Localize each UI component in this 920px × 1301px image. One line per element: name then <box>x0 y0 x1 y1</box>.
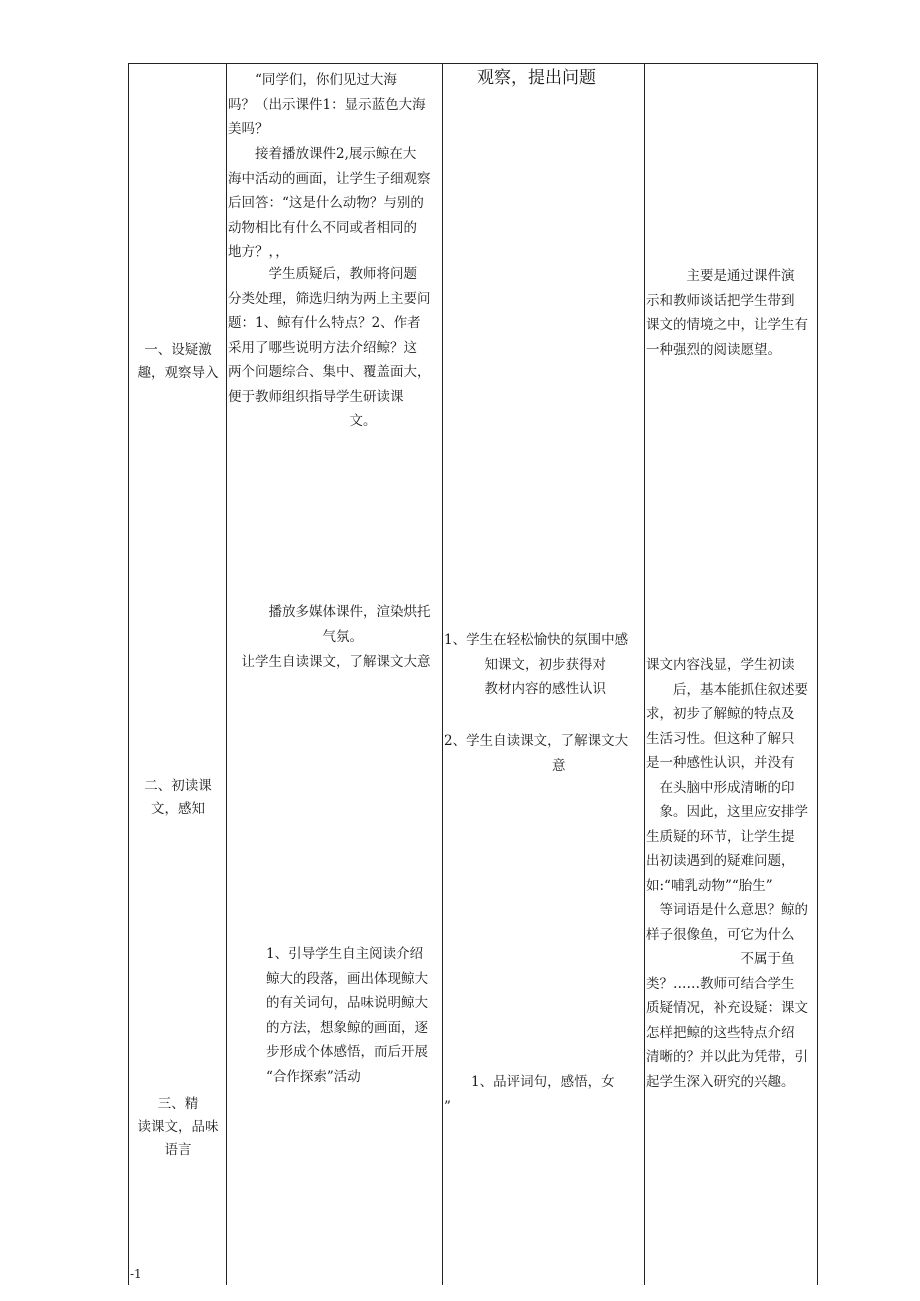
teacher-courseware-text: 接着播放课件2,展示鲸在大 海中活动的画面，让学生子细观察 后回答：“这是什么动物？与别的 动物相比有什么不同或者相同的 地方？，， <box>228 146 431 260</box>
teacher-guided-reading-text: 1、引导学生自主阅读介绍 鲸大的段落，画出体现鲸大 的有关词句，品味说明鲸大 的方法，想象鲸的画面，逐 步形成个体感悟，而后开展 “合作探索”活动 <box>266 946 428 1085</box>
intent-stage-2-text: 课文内容浅显，学生初读 后，基本能抓住叙述要 求，初步了解鲸的特点及 生活习性。但这种了解只 是一种感性认识，并没有 在头脑中形成清晰的印 象。因此，这里应安排学 生质疑的环节，让学生提 出初读遇到的疑难问题， 如:“哺乳动物”“胎生” 等词语是什么意思？鲸的 样子很像鱼，可它为什么 不属于鱼 类？……教师可结合学生 质疑情况，补充设疑：课文 怎样把鲸的这些特点介绍 清晰的？并以此为凭带，引 起学生深入研究的兴趣。 <box>646 657 808 1090</box>
student-activity-heading: 观察，提出问题 <box>477 68 596 88</box>
teacher-multimedia-text: 播放多媒体课件，渲染烘托 气氛。 <box>268 604 431 645</box>
column-divider-1 <box>226 63 227 1285</box>
stage-3-label: 三、精 读课文，品味 语言 <box>137 1096 219 1158</box>
table-left-border <box>128 63 129 1285</box>
student-word-appreciation-text: 1、品评词句，感悟，女 ” <box>444 1074 615 1115</box>
stage-1-label: 一、设疑激 趣，观察导入 <box>137 342 219 381</box>
intent-stage-1-text: 主要是通过课件演 示和教师谈话把学生带到 课文的情境之中，让学生有 一种强烈的阅读愿望。 <box>646 268 808 358</box>
student-self-reading-text: 2、学生自读课文，了解课文大 意 <box>444 733 629 774</box>
page-number: -1 <box>130 1267 142 1281</box>
teacher-question-sorting-text: 学生质疑后，教师将问题 分类处理，筛选归纳为两上主要问 题：1、鲸有什么特点？2、作者 采用了哪些说明方法介绍鲸？这 两个问题综合、集中、覆盖面大， 便于教师组织指导学生研读课 文。 <box>228 266 431 429</box>
table-top-border <box>128 63 818 64</box>
student-perception-text: 1、学生在轻松愉快的氛围中感 知课文，初步获得对 教材内容的感性认识 <box>444 632 629 697</box>
teacher-intro-text: “同学们，你们见过大海 吗？（出示课件1：显示蓝色大海 美吗？ <box>228 72 426 137</box>
stage-2-label: 二、初读课 文，感知 <box>144 778 212 817</box>
teacher-self-reading-text: 让学生自读课文，了解课文大意 <box>228 654 431 670</box>
